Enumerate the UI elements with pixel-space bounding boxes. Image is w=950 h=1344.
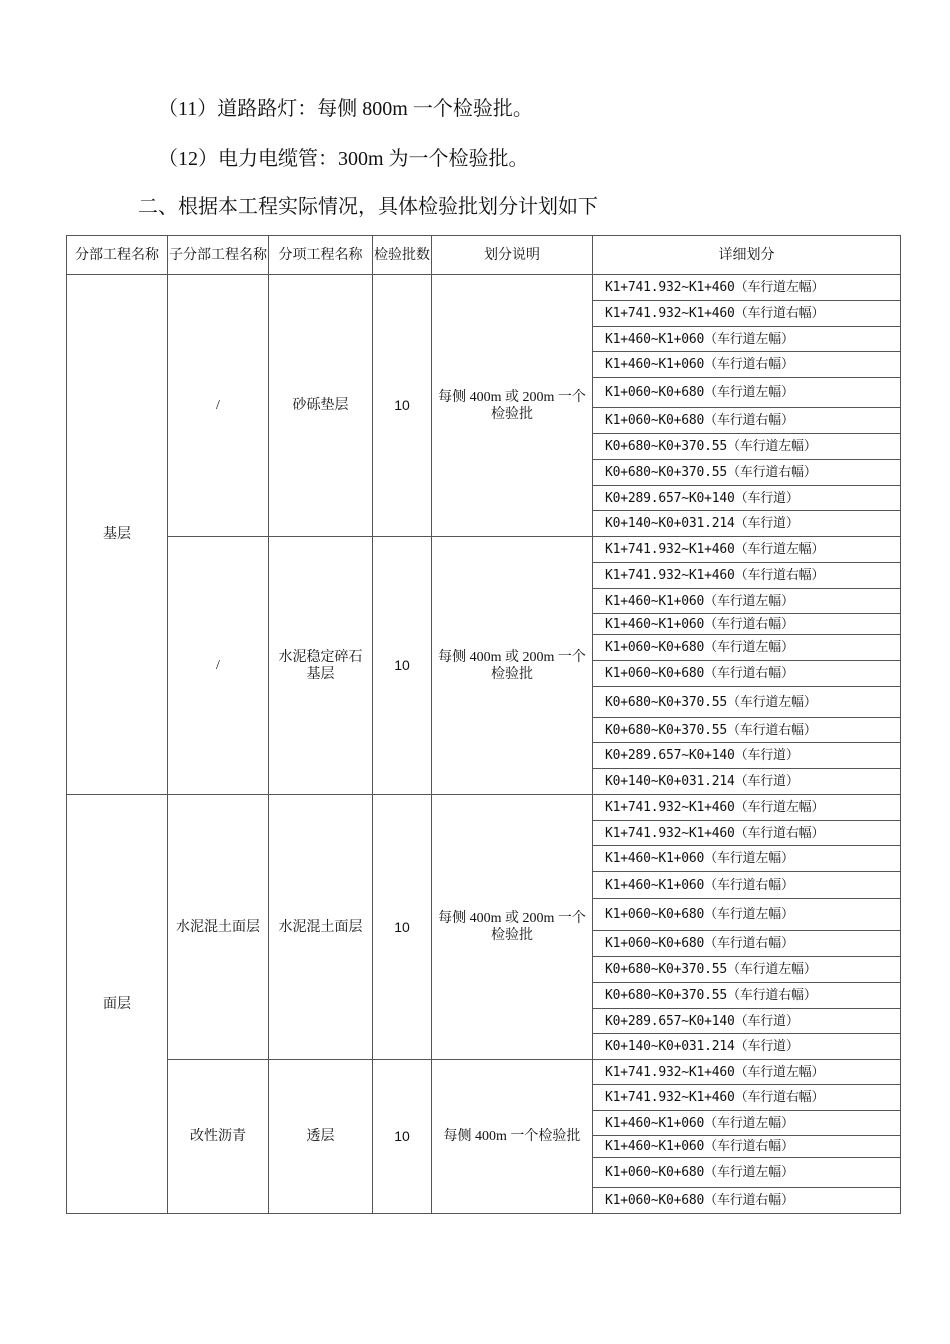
paragraph-cable-conduit: （12）电力电缆管：300m 为一个检验批。 <box>158 148 529 170</box>
detail-cell: K0+680~K0+370.55（车行道右幅） <box>593 983 901 1009</box>
header-item: 分项工程名称 <box>269 236 373 275</box>
inspection-lot-table <box>66 235 901 1214</box>
detail-cell: K1+741.932~K1+460（车行道右幅） <box>593 1085 901 1111</box>
description-cell: 每侧 400m 一个检验批 <box>432 1060 593 1214</box>
detail-cell: K0+140~K0+031.214（车行道） <box>593 1034 901 1060</box>
detail-cell: K0+680~K0+370.55（车行道右幅） <box>593 718 901 743</box>
detail-cell: K0+289.657~K0+140（车行道） <box>593 486 901 511</box>
lot-count-cell: 10 <box>373 795 432 1060</box>
detail-cell: K1+460~K1+060（车行道左幅） <box>593 589 901 614</box>
detail-cell: K1+741.932~K1+460（车行道右幅） <box>593 301 901 327</box>
table-row <box>67 1060 901 1085</box>
detail-cell: K1+741.932~K1+460（车行道右幅） <box>593 563 901 589</box>
table-row <box>67 795 901 821</box>
table-row <box>67 537 901 563</box>
division-cell: 基层 <box>67 275 168 795</box>
sub-division-cell: 改性沥青 <box>168 1060 269 1214</box>
sub-division-cell: / <box>168 275 269 537</box>
detail-cell: K1+060~K0+680（车行道右幅） <box>593 408 901 434</box>
paragraph-street-lighting: （11）道路路灯：每侧 800m 一个检验批。 <box>158 98 533 120</box>
detail-cell: K1+060~K0+680（车行道右幅） <box>593 661 901 687</box>
detail-cell: K0+289.657~K0+140（车行道） <box>593 743 901 769</box>
detail-cell: K1+060~K0+680（车行道左幅） <box>593 899 901 931</box>
detail-cell: K1+741.932~K1+460（车行道左幅） <box>593 537 901 563</box>
sub-division-cell: / <box>168 537 269 795</box>
detail-cell: K1+460~K1+060（车行道左幅） <box>593 1111 901 1136</box>
detail-cell: K1+060~K0+680（车行道左幅） <box>593 378 901 408</box>
detail-cell: K0+140~K0+031.214（车行道） <box>593 769 901 795</box>
detail-cell: K1+741.932~K1+460（车行道右幅） <box>593 821 901 846</box>
sub-division-cell: 水泥混土面层 <box>168 795 269 1060</box>
detail-cell: K1+741.932~K1+460（车行道左幅） <box>593 275 901 301</box>
table-row <box>67 275 901 301</box>
detail-cell: K1+060~K0+680（车行道左幅） <box>593 635 901 661</box>
table-body <box>67 275 901 1214</box>
item-cell: 水泥稳定碎石基层 <box>269 537 373 795</box>
header-lot-count: 检验批数 <box>373 236 432 275</box>
detail-cell: K1+060~K0+680（车行道右幅） <box>593 1188 901 1214</box>
detail-cell: K1+460~K1+060（车行道左幅） <box>593 846 901 872</box>
detail-cell: K1+060~K0+680（车行道左幅） <box>593 1158 901 1188</box>
detail-cell: K1+460~K1+060（车行道左幅） <box>593 327 901 352</box>
detail-cell: K0+680~K0+370.55（车行道左幅） <box>593 687 901 718</box>
division-cell: 面层 <box>67 795 168 1214</box>
detail-cell: K0+680~K0+370.55（车行道右幅） <box>593 460 901 486</box>
section-heading: 二、根据本工程实际情况，具体检验批划分计划如下 <box>138 196 598 218</box>
detail-cell: K1+741.932~K1+460（车行道左幅） <box>593 1060 901 1085</box>
description-cell: 每侧 400m 或 200m 一个检验批 <box>432 275 593 537</box>
detail-cell: K0+140~K0+031.214（车行道） <box>593 511 901 537</box>
header-sub-division: 子分部工程名称 <box>168 236 269 275</box>
detail-cell: K1+460~K1+060（车行道右幅） <box>593 1136 901 1158</box>
item-cell: 砂砾垫层 <box>269 275 373 537</box>
detail-cell: K0+289.657~K0+140（车行道） <box>593 1009 901 1034</box>
lot-count-cell: 10 <box>373 275 432 537</box>
item-cell: 水泥混土面层 <box>269 795 373 1060</box>
item-cell: 透层 <box>269 1060 373 1214</box>
header-division: 分部工程名称 <box>67 236 168 275</box>
detail-cell: K1+060~K0+680（车行道右幅） <box>593 931 901 957</box>
description-cell: 每侧 400m 或 200m 一个检验批 <box>432 537 593 795</box>
detail-cell: K0+680~K0+370.55（车行道左幅） <box>593 434 901 460</box>
lot-count-cell: 10 <box>373 537 432 795</box>
header-description: 划分说明 <box>432 236 593 275</box>
lot-count-cell: 10 <box>373 1060 432 1214</box>
description-cell: 每侧 400m 或 200m 一个检验批 <box>432 795 593 1060</box>
detail-cell: K1+460~K1+060（车行道右幅） <box>593 614 901 635</box>
detail-cell: K1+460~K1+060（车行道右幅） <box>593 352 901 378</box>
detail-cell: K0+680~K0+370.55（车行道左幅） <box>593 957 901 983</box>
header-details: 详细划分 <box>593 236 901 275</box>
detail-cell: K1+741.932~K1+460（车行道左幅） <box>593 795 901 821</box>
table-header-row <box>67 236 901 275</box>
detail-cell: K1+460~K1+060（车行道右幅） <box>593 872 901 899</box>
